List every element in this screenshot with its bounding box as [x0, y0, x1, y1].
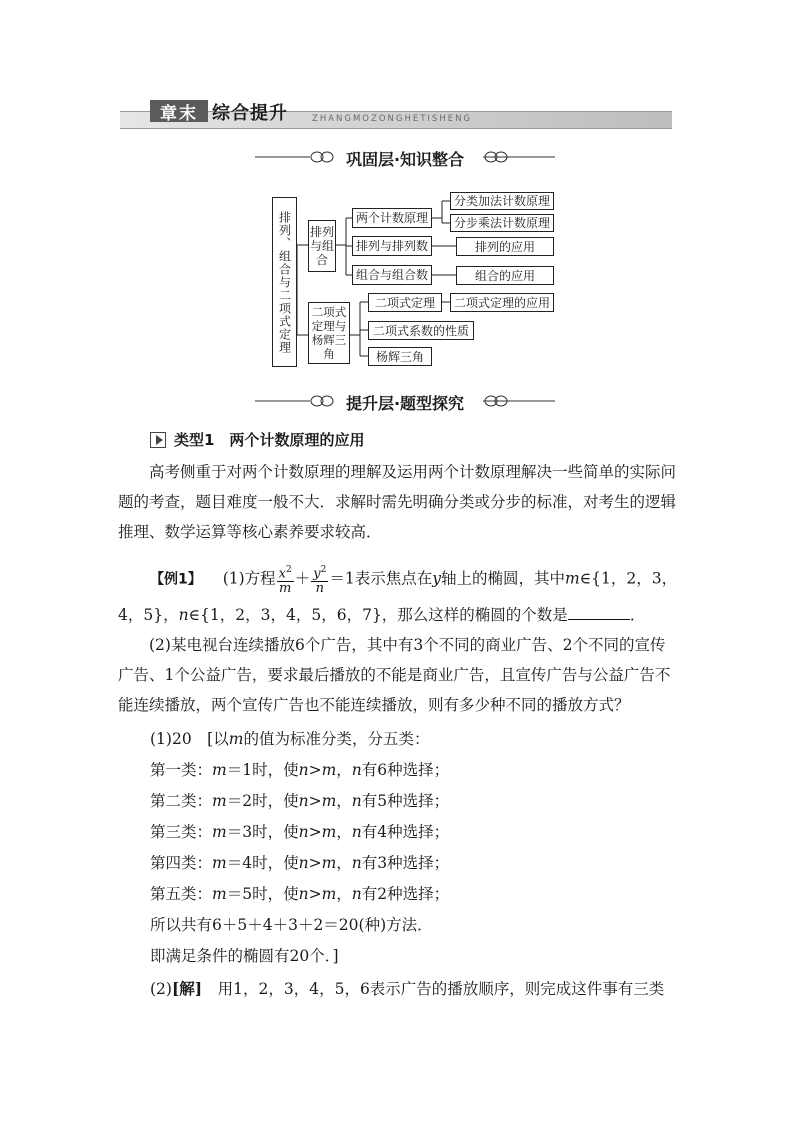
- mindmap-item-binomial-coef: 二项式系数的性质: [368, 321, 474, 340]
- example1-q1-line2: [118, 600, 645, 630]
- case-var-m2: m: [321, 761, 337, 779]
- case-var-n: n: [298, 885, 309, 903]
- case-var-n: n: [298, 792, 309, 810]
- fraction-x2-over-m: $\frac{x^2}{m}$: [278, 565, 292, 597]
- q1-set1: ∈{1，2，3，: [579, 569, 678, 588]
- case-var-m: m: [212, 823, 227, 841]
- example1-q2: (2)某电视台连续播放6个广告，其中有3个不同的商业广告、2个不同的宣传广告、1个公益广告，要求最后播放的不能是商业广告，且宣传广告与公益广告不能连续播放，两个宣传广告也不能连续播放，则有多少种不同的播放方式？: [118, 636, 671, 714]
- case-var-n: n: [298, 823, 309, 841]
- answer1-head-end: 的值为标准分类，分五类：: [243, 730, 430, 748]
- branch1-label: 排列与组合: [309, 225, 334, 267]
- case-var-n2: n: [351, 792, 362, 810]
- case-var-m2: m: [321, 792, 337, 810]
- answer1-case-3: [150, 817, 449, 847]
- mindmap-leaf-multiplication: 分步乘法计数原理: [450, 214, 554, 232]
- q1-var-n: n: [178, 606, 189, 624]
- case-var-n: n: [298, 761, 309, 779]
- case-cond: ＝1时，使: [226, 761, 299, 779]
- case-var-n2: n: [351, 761, 362, 779]
- answer2-tag: [解]: [171, 979, 203, 998]
- q1-mid: ＝1表示焦点在: [329, 569, 433, 588]
- case-var-m: m: [212, 885, 227, 903]
- q1-var-m: m: [565, 569, 580, 588]
- section-title-improve: 提升层·题型探究: [345, 394, 465, 413]
- case-sep: ，: [336, 823, 352, 841]
- case-cond: ＝5时，使: [226, 885, 299, 903]
- case-var-m2: m: [321, 885, 337, 903]
- case-var-m: m: [212, 854, 227, 872]
- answer1-head-text: (1)20 [以: [150, 730, 229, 748]
- type1-intro: 高考侧重于对两个计数原理的理解及运用两个计数原理解决一些简单的实际问题的考查，题目难度一般不大．求解时需先明确分类或分步的标准，对考生的逻辑推理、数学运算等核心素养要求较高．: [118, 463, 677, 541]
- chapter-title: 综合提升: [212, 103, 288, 124]
- case-gt: >: [308, 885, 322, 903]
- answer1-total: 所以共有6＋5＋4＋3＋2＝20(种)方法．: [150, 916, 433, 934]
- fraction-y2-over-n: $\frac{y^2}{n}$: [313, 565, 327, 597]
- chapter-pinyin: ZHANGMOZONGHETISHENG: [312, 114, 473, 124]
- answer1-conclusion: 即满足条件的椭圆有20个．]: [150, 947, 339, 965]
- mindmap-item-combination: 组合与组合数: [352, 265, 432, 285]
- answer1-case-5: [150, 879, 449, 909]
- mindmap-root: 排列、组合与二项式定理: [272, 197, 297, 367]
- case-cond: ＝3时，使: [226, 823, 299, 841]
- mindmap-leaf-binomial-app: 二项式定理的应用: [450, 293, 554, 312]
- example1-q1-line1: 【例1】 (1)方程 $\frac{x^2}{m}$ ＋ $\frac{y^2}{n}$ ＝1表示焦点在y轴上的椭圆，其中m∈{1，2，3，: [150, 565, 678, 597]
- mindmap-branch-permutation: [308, 220, 336, 272]
- case-gt: >: [308, 761, 322, 779]
- q1-end: ．: [629, 606, 646, 624]
- q1-line2: 4，5}，: [118, 606, 179, 624]
- case-sep: ，: [336, 885, 352, 903]
- q1-prefix: (1)方程: [222, 569, 276, 588]
- type1-heading: [150, 429, 364, 450]
- case-tail: 有4种选择；: [361, 823, 450, 841]
- case-var-n: n: [298, 854, 309, 872]
- example1-label: 【例1】: [150, 571, 202, 588]
- mindmap-branch-binomial: [308, 302, 350, 364]
- answer2-line: [150, 974, 664, 1004]
- answer1-case-4: [150, 848, 449, 878]
- case-var-m: m: [212, 792, 227, 810]
- mindmap-item-binomial-theorem: 二项式定理: [368, 293, 442, 312]
- case-sep: ，: [336, 792, 352, 810]
- case-gt: >: [308, 792, 322, 810]
- case-sep: ，: [336, 854, 352, 872]
- answer1-case-2: [150, 786, 449, 816]
- case-var-m: m: [212, 761, 227, 779]
- case-gt: >: [308, 854, 322, 872]
- mindmap-leaf-permutation-app: 排列的应用: [456, 237, 554, 256]
- mindmap-item-yanghui: 杨辉三角: [368, 347, 432, 366]
- answer2-prefix: (2): [150, 980, 172, 998]
- mindmap-item-counting: 两个计数原理: [352, 208, 432, 228]
- case-var-m2: m: [321, 823, 337, 841]
- case-var-n2: n: [351, 885, 362, 903]
- answer-blank[interactable]: [568, 605, 630, 620]
- case-var-n2: n: [351, 854, 362, 872]
- mindmap-leaf-combination-app: 组合的应用: [456, 266, 554, 285]
- answer1-head: [150, 724, 429, 754]
- type1-heading-text: 类型1 两个计数原理的应用: [174, 431, 365, 449]
- case-label: 第三类：: [150, 823, 213, 841]
- case-tail: 有6种选择；: [361, 761, 450, 779]
- case-label: 第一类：: [150, 761, 213, 779]
- case-label: 第二类：: [150, 792, 213, 810]
- case-cond: ＝2时，使: [226, 792, 299, 810]
- case-gt: >: [308, 823, 322, 841]
- case-var-n2: n: [351, 823, 362, 841]
- answer1-case-1: [150, 755, 449, 785]
- q1-set2: ∈{1，2，3，4，5，6，7}，那么这样的椭圆的个数是: [188, 606, 568, 624]
- section-divider-improve: [255, 390, 555, 412]
- answer1-var-m: m: [228, 730, 244, 748]
- case-sep: ，: [336, 761, 352, 779]
- case-var-m2: m: [321, 854, 337, 872]
- mindmap-leaf-addition: 分类加法计数原理: [450, 192, 554, 210]
- case-tail: 有2种选择；: [361, 885, 450, 903]
- play-triangle-icon: [150, 432, 166, 448]
- answer2-text: 用1，2，3，4，5，6表示广告的播放顺序，则完成这件事有三类: [202, 980, 665, 998]
- q1-mid2: 轴上的椭圆，其中: [440, 569, 565, 588]
- q1-var-y: y: [432, 569, 441, 588]
- case-tail: 有3种选择；: [361, 854, 450, 872]
- section-divider-consolidate: [255, 146, 555, 168]
- case-label: 第五类：: [150, 885, 213, 903]
- case-cond: ＝4时，使: [226, 854, 299, 872]
- case-tail: 有5种选择；: [361, 792, 450, 810]
- case-label: 第四类：: [150, 854, 213, 872]
- section-title-consolidate: 巩固层·知识整合: [345, 150, 465, 169]
- chapter-tab: 章末: [150, 100, 208, 122]
- branch2-label: 二项式定理与杨辉三角: [311, 305, 347, 361]
- mindmap-item-permutation: 排列与排列数: [352, 236, 432, 256]
